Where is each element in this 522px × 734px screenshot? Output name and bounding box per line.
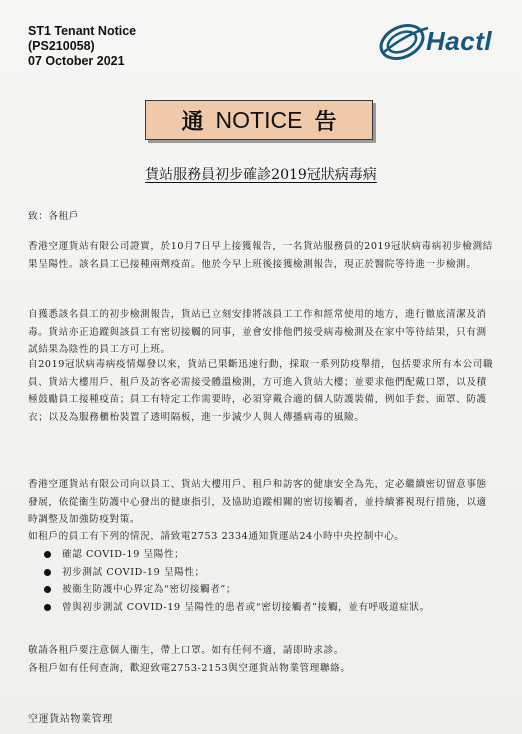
- paragraph-commitment: 香港空運貨站有限公司向以員工、貨站大樓用戶、租戶和訪客的健康安全為先，定必繼續密切留意事態發展，依從衞生防護中心發出的健康指引，及協助追蹤相關的密切接觸者，並持續審視現行措施，以適時調整及加強防疫對策。: [28, 479, 487, 525]
- bullet-icon: [44, 586, 51, 593]
- list-item: 被衞生防護中心界定為“密切接觸者”；: [44, 581, 494, 599]
- document-title: [0, 164, 522, 184]
- notice-reference-block: [28, 24, 136, 69]
- logo-wordmark: Hactl: [426, 26, 493, 56]
- paragraph-measures: 自2019冠狀病毒病疫情爆發以來，貨站已果斷迅速行動，採取一系列防疫舉措，包括要求所有本公司職員、貨站大樓用戶、租戶及訪客必需接受體溫檢測，方可進入貨站大樓；並要求他們配戴口罩，以及積極鼓勵員工接種疫苗；員工有特定工作需要時，必須穿戴合適的個人防護裝備，例如手套、面罩、防護衣；以及為服務櫃枱裝置了透明隔板，進一步減少人與人傳播病毒的風險。: [28, 359, 494, 423]
- list-item: 曾與初步測試 COVID-19 呈陽性的患者或“密切接觸者”接觸，並有呼吸道症狀。: [44, 599, 494, 617]
- hactl-logo: [376, 18, 501, 66]
- banner-notice-label: NOTICE: [215, 106, 303, 133]
- notice-type: ST1 Tenant Notice: [28, 24, 137, 38]
- bullet-icon: [44, 569, 51, 576]
- bullet-icon: [44, 604, 51, 611]
- paragraph-hygiene: 敬請各租戶要注意個人衞生，帶上口罩。如有任何不適，請即時求診。: [28, 645, 345, 656]
- banner-char-left: 通: [181, 108, 204, 135]
- condition-list: [44, 546, 494, 616]
- notice-date: 07 October 2021: [28, 54, 125, 68]
- document-title-text: 貨站服務員初步確診2019冠狀病毒病: [145, 167, 377, 183]
- notice-number: (PS210058): [28, 39, 95, 53]
- signoff: 空運貨站物業管理: [28, 714, 113, 725]
- paragraph-cleaning: 自獲悉該名員工的初步檢測報告，貨站已立刻安排將該員工工作和經常使用的地方，進行徹底清潔及消毒。貨站亦正追蹤與該員工有密切接觸的同事，並會安排他們接受病毒檢測及在家中等待結果，只有測試結果為陰性的員工方可上班。: [28, 309, 487, 355]
- list-item: 確認 COVID-19 呈陽性；: [44, 546, 494, 564]
- paragraph-report-instructions: 如租戶的員工有下列的情況，請致電2753 2334通知貨運站24小時中央控制中心。: [28, 531, 405, 542]
- banner-char-right: 告: [314, 108, 337, 135]
- list-item: 初步測試 COVID-19 呈陽性；: [44, 564, 494, 582]
- bullet-icon: [44, 551, 51, 558]
- paragraph-incident: 香港空運貨站有限公司證實，於10月7日早上接獲報告，一名貨站服務員的2019冠狀病毒病初步檢測結果呈陽性。該名員工已接種兩劑疫苗。他於今早上班後接獲檢測報告，現正於醫院等待進一步檢測。: [28, 241, 493, 270]
- salutation: 致：各租戶: [28, 211, 79, 222]
- paragraph-enquiries: 各租戶如有任何查詢，歡迎致電2753-2153與空運貨站物業管理聯絡。: [28, 663, 351, 674]
- notice-banner: [145, 100, 373, 140]
